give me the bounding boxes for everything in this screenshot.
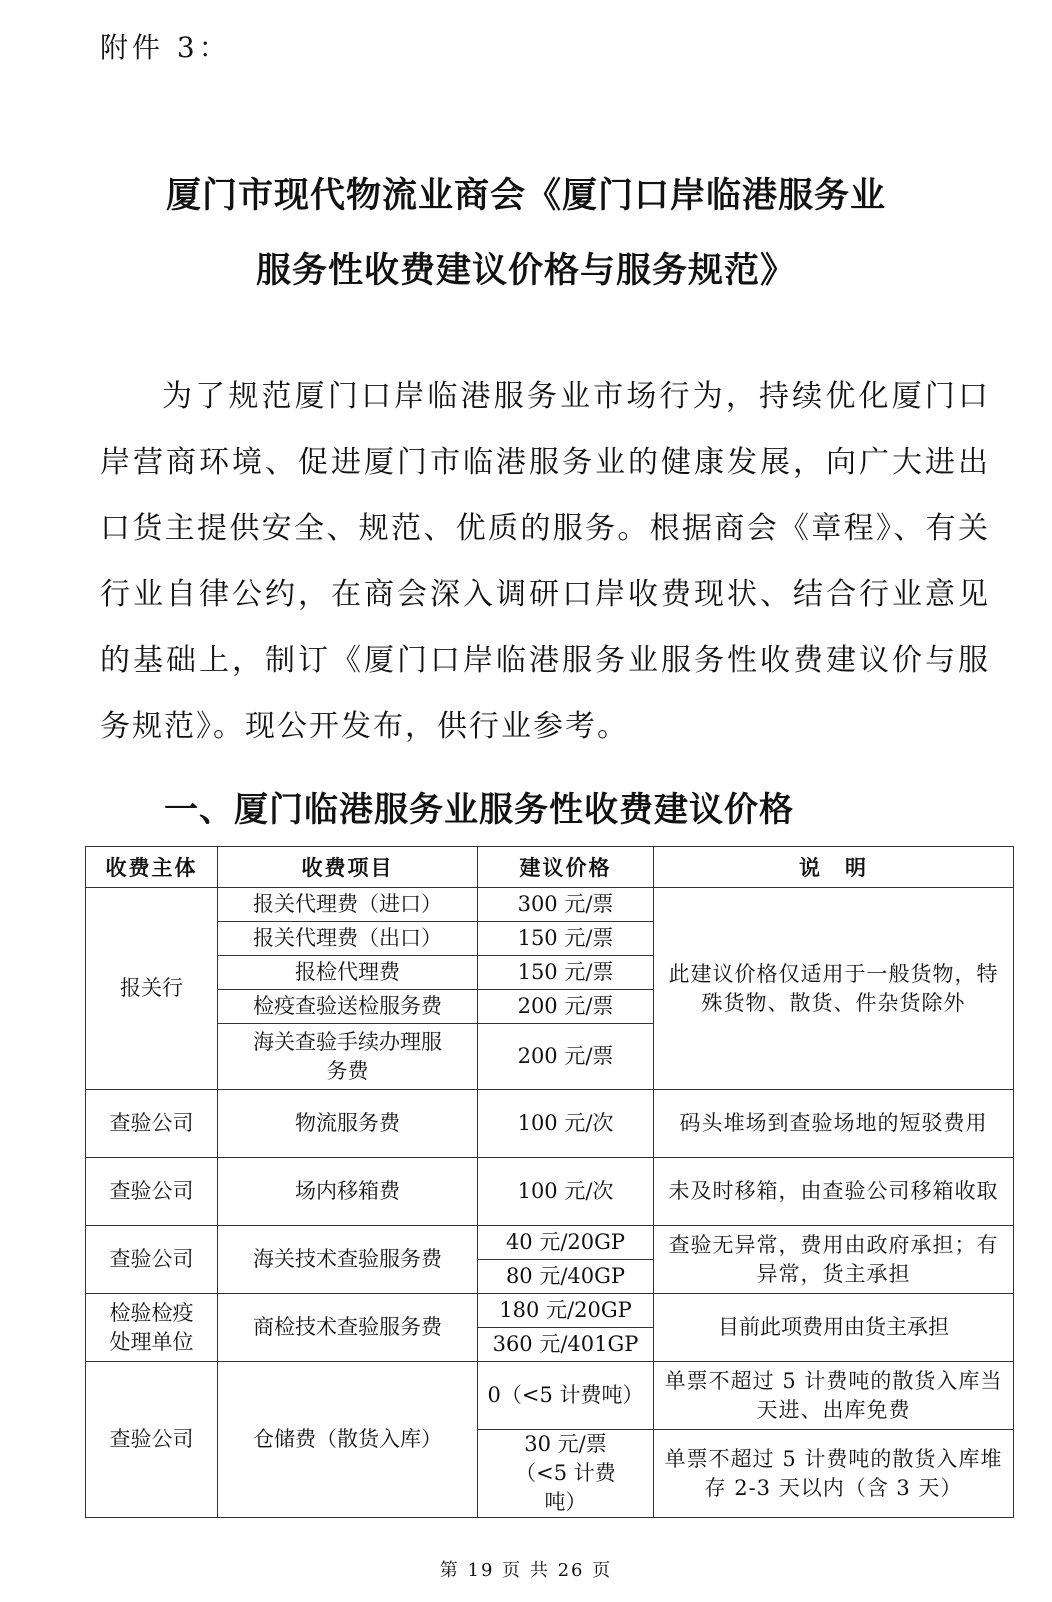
- cell-price: 30 元/票（<5 计费吨）: [478, 1430, 654, 1518]
- cell-note: 码头堆场到查验场地的短驳费用: [654, 1090, 1014, 1158]
- cell-price: 360 元/401GP: [478, 1328, 654, 1362]
- table-row: [86, 1090, 1014, 1158]
- cell-subject: 查验公司: [86, 1090, 218, 1158]
- cell-item: 报检代理费: [218, 956, 478, 990]
- cell-note: 目前此项费用由货主承担: [654, 1294, 1014, 1362]
- cell-item: 报关代理费（进口）: [218, 888, 478, 922]
- cell-item: 检疫查验送检服务费: [218, 990, 478, 1024]
- cell-note: 未及时移箱，由查验公司移箱收取: [654, 1158, 1014, 1226]
- cell-price: 200 元/票: [478, 1024, 654, 1090]
- cell-note: 单票不超过 5 计费吨的散货入库堆存 2-3 天以内（含 3 天）: [654, 1430, 1014, 1518]
- cell-item: 报关代理费（出口）: [218, 922, 478, 956]
- cell-item: 海关技术查验服务费: [218, 1226, 478, 1294]
- document-title-line-2: 服务性收费建议价格与服务规范》: [255, 251, 796, 291]
- cell-item: 物流服务费: [218, 1090, 478, 1158]
- attachment-label: 附件 3：: [100, 31, 231, 64]
- cell-price: 200 元/票: [478, 990, 654, 1024]
- table-row: [86, 888, 1014, 922]
- cell-note: 单票不超过 5 计费吨的散货入库当天进、出库免费: [654, 1362, 1014, 1430]
- cell-note: 此建议价格仅适用于一般货物，特殊货物、散货、件杂货除外: [654, 888, 1014, 1090]
- cell-subject: 查验公司: [86, 1226, 218, 1294]
- table-row: [86, 1226, 1014, 1260]
- page-footer: 第 19 页 共 26 页: [439, 1560, 613, 1581]
- cell-item: 场内移箱费: [218, 1158, 478, 1226]
- section-heading: 一、厦门临港服务业服务性收费建议价格: [164, 790, 794, 830]
- cell-item: 海关查验手续办理服务费: [218, 1024, 478, 1090]
- cell-subject: 报关行: [86, 888, 218, 1090]
- cell-price: 0（<5 计费吨）: [478, 1362, 654, 1430]
- cell-price: 100 元/次: [478, 1090, 654, 1158]
- cell-price: 180 元/20GP: [478, 1294, 654, 1328]
- table-row: [86, 1158, 1014, 1226]
- table-row: [86, 1294, 1014, 1328]
- document-title-line-1: 厦门市现代物流业商会《厦门口岸临港服务业: [165, 176, 886, 216]
- header-note: 说 明: [654, 847, 1014, 888]
- cell-note: 查验无异常，费用由政府承担；有异常，货主承担: [654, 1226, 1014, 1294]
- cell-price: 40 元/20GP: [478, 1226, 654, 1260]
- cell-price: 150 元/票: [478, 922, 654, 956]
- cell-price: 300 元/票: [478, 888, 654, 922]
- table-header-row: [86, 847, 1014, 888]
- cell-price: 80 元/40GP: [478, 1260, 654, 1294]
- header-subject: 收费主体: [86, 847, 218, 888]
- header-item: 收费项目: [218, 847, 478, 888]
- fee-table: [85, 846, 1014, 1518]
- cell-subject: 查验公司: [86, 1158, 218, 1226]
- header-price: 建议价格: [478, 847, 654, 888]
- cell-item: 商检技术查验服务费: [218, 1294, 478, 1362]
- intro-paragraph: 为了规范厦门口岸临港服务业市场行为，持续优化厦门口岸营商环境、促进厦门市临港服务业的健康发展，向广大进出口货主提供安全、规范、优质的服务。根据商会《章程》、有关行业自律公约，在商会深入调研口岸收费现状、结合行业意见的基础上，制订《厦门口岸临港服务业服务性收费建议价与服务规范》。现公开发布，供行业参考。: [100, 379, 990, 744]
- table-row: [86, 1362, 1014, 1430]
- cell-subject: 检验检疫处理单位: [86, 1294, 218, 1362]
- cell-item: 仓储费（散货入库）: [218, 1362, 478, 1518]
- cell-price: 150 元/票: [478, 956, 654, 990]
- cell-subject: 查验公司: [86, 1362, 218, 1518]
- cell-price: 100 元/次: [478, 1158, 654, 1226]
